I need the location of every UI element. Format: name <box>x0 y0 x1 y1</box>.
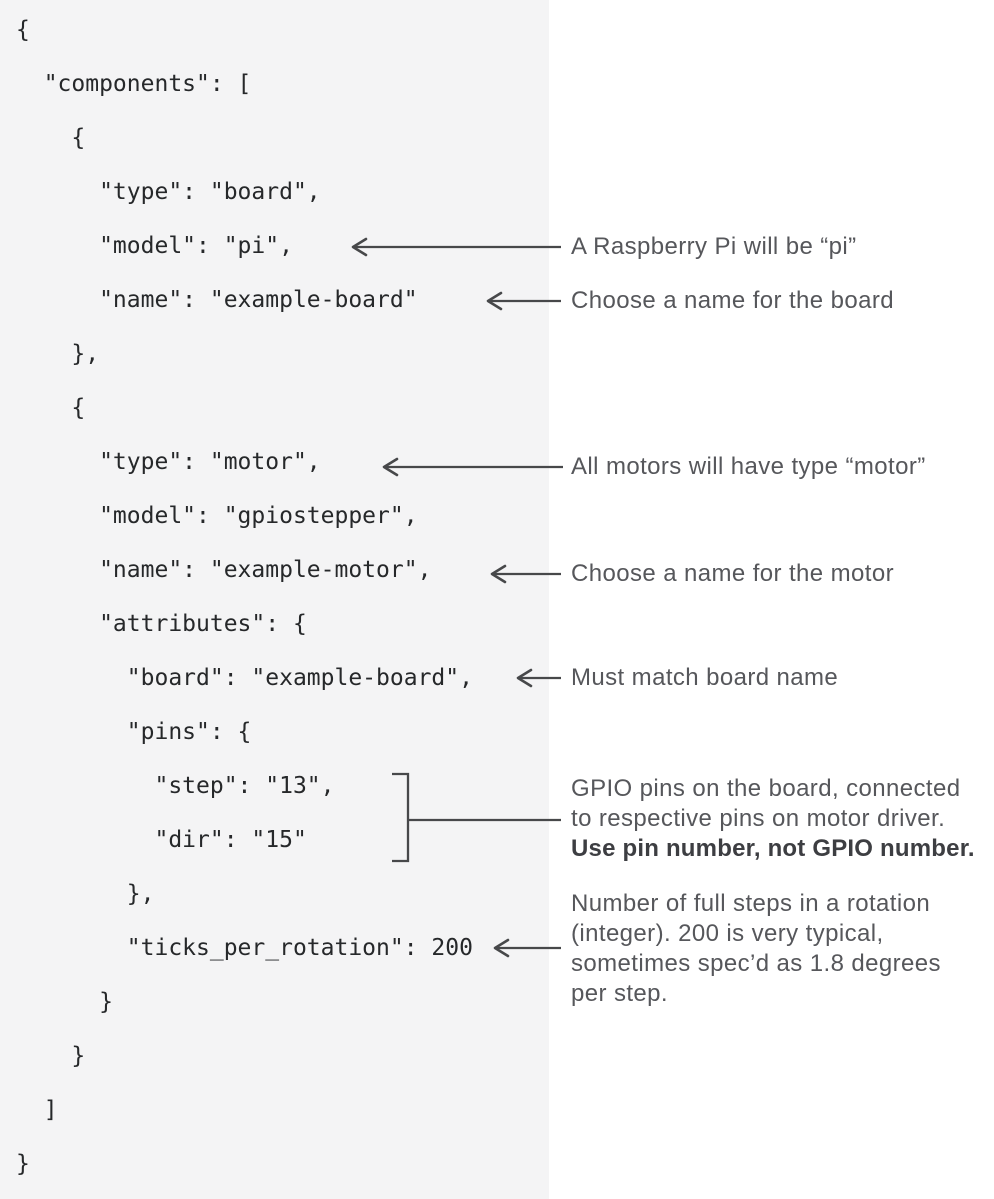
annotation-text: to respective pins on motor driver. <box>571 805 946 832</box>
code-line: "dir": "15" <box>16 827 307 853</box>
code-line: { <box>16 125 86 151</box>
annotation-board-name <box>571 286 894 316</box>
annotation-motor-type <box>571 452 926 482</box>
annotation-text: Must match board name <box>571 664 839 691</box>
code-line: "pins": { <box>16 719 252 745</box>
code-line: ] <box>16 1097 58 1123</box>
code-line: }, <box>16 881 155 907</box>
code-line: "board": "example-board", <box>16 665 473 691</box>
code-line: }, <box>16 341 100 367</box>
code-line: } <box>16 1151 30 1177</box>
code-block <box>16 3 473 1191</box>
annotation-text: Choose a name for the board <box>571 287 894 314</box>
code-line: } <box>16 989 113 1015</box>
annotation-motor-name <box>571 559 894 589</box>
code-line: "type": "board", <box>16 179 321 205</box>
annotation-text-bold: Use pin number, not GPIO number. <box>571 835 975 862</box>
annotation-board-match <box>571 663 838 693</box>
annotation-text: A Raspberry Pi will be “pi” <box>571 233 857 260</box>
annotation-text: GPIO pins on the board, connected <box>571 775 961 802</box>
code-line: "name": "example-motor", <box>16 557 432 583</box>
annotation-model-pi <box>571 232 857 262</box>
annotation-ticks-per-rotation <box>571 889 941 1009</box>
annotation-text: sometimes spec’d as 1.8 degrees <box>571 950 941 977</box>
code-line: "attributes": { <box>16 611 307 637</box>
code-line: } <box>16 1043 86 1069</box>
code-line: "name": "example-board" <box>16 287 418 313</box>
annotation-text: (integer). 200 is very typical, <box>571 920 884 947</box>
code-line: "model": "gpiostepper", <box>16 503 418 529</box>
annotation-text: per step. <box>571 980 668 1007</box>
code-line: { <box>16 395 86 421</box>
code-line: "ticks_per_rotation": 200 <box>16 935 473 961</box>
code-line: "step": "13", <box>16 773 335 799</box>
annotation-text: Choose a name for the motor <box>571 560 894 587</box>
code-line: "type": "motor", <box>16 449 321 475</box>
code-line: { <box>16 17 30 43</box>
annotation-text: Number of full steps in a rotation <box>571 890 931 917</box>
code-line: "components": [ <box>16 71 252 97</box>
annotation-gpio-pins <box>571 774 975 864</box>
code-line: "model": "pi", <box>16 233 293 259</box>
annotation-text: All motors will have type “motor” <box>571 453 926 480</box>
